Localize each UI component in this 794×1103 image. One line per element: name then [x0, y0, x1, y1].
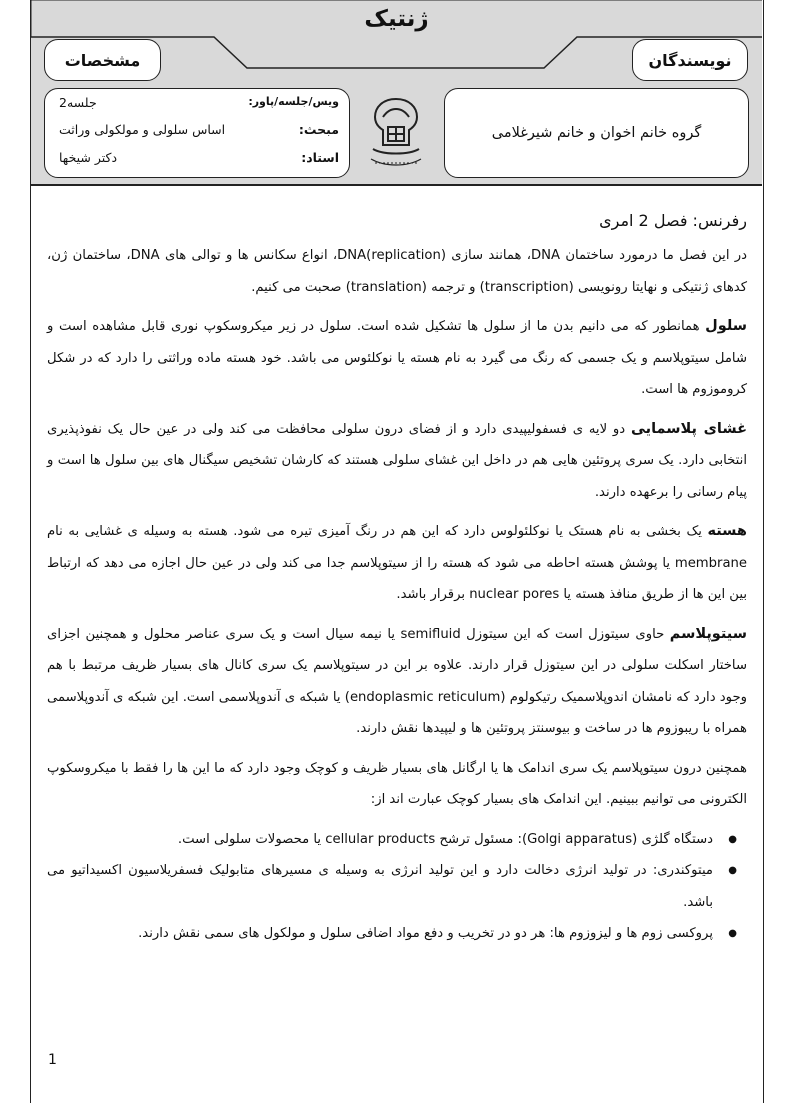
- meta-topic-key: مبحث:: [298, 122, 339, 137]
- document-body: [47, 206, 747, 950]
- meta-session-key: ویس/جلسه/پاور:: [248, 95, 339, 108]
- university-logo-icon: [363, 93, 429, 175]
- nucleus-term: هسته: [707, 523, 747, 539]
- meta-box: [44, 88, 350, 178]
- membrane-text: دو لایه ی فسفولیپیدی دارد و از فضای درون سلولی محافظت می کند ولی در عین حال یک نفوذپذیری انتخابی دارد. یک سری پروتئین هایی هم در داخل این غشای سلولی هستند که کارشان تشخیص سیگنال های بین سلول ها است و پیام رسانی را برعهده دارند.: [47, 421, 747, 500]
- cytoplasm-term: سیتوپلاسم: [669, 625, 747, 642]
- list-item: ● میتوکندری: در تولید انرژی دخالت دارد و این تولید انرژی به وسیله ی مسیرهای متابولیک فسفریلاسیون اکسیداتیو می باشد.: [47, 855, 713, 918]
- list-item: ● پروکسی زوم ها و لیزوزوم ها: هر دو در تخریب و دفع مواد اضافی سلول و مولکول های سمی نقش دارند.: [47, 918, 713, 950]
- membrane-paragraph: [47, 414, 747, 509]
- meta-session-value: جلسه2: [59, 95, 97, 110]
- intro-paragraph: در این فصل ما درمورد ساختمان DNA، همانند سازی DNA(replication)، انواع سکانس ها و توالی های DNA، ساختمان ژن، کدهای ژنتیکی و نهایتا رونویسی (transcription) و ترجمه (translation) صحبت می کنیم.: [47, 248, 747, 295]
- authors-value: گروه خانم اخوان و خانم شیرغلامی: [491, 125, 702, 141]
- list-item: ● دستگاه گلژی (Golgi apparatus): مسئول ترشح cellular products یا محصولات سلولی است.: [47, 824, 713, 856]
- authors-label: نویسندگان: [632, 39, 748, 81]
- cell-term: سلول: [705, 318, 747, 334]
- page: [30, 0, 764, 1103]
- meta-teacher-key: استاد:: [301, 150, 339, 165]
- nucleus-paragraph: [47, 516, 747, 611]
- cell-text: همانطور که می دانیم بدن ما از سلول ها تشکیل شده است. سلول در زیر میکروسکوپ نوری قابل مشاهده است و شامل سیتوپلاسم و یک جسمی که رنگ می گیرد به نام هسته یا نوکلئوس می باشد. خود هسته ماده وراثتی را دارد که در شکل کروموزوم ها است.: [47, 319, 747, 397]
- document-title: ژنتیک: [364, 6, 429, 32]
- membrane-term: غشای پلاسمایی: [630, 420, 747, 437]
- reference-line: رفرنس: فصل 2 امری: [599, 211, 747, 230]
- cell-paragraph: [47, 311, 747, 406]
- nucleus-text: یک بخشی به نام هستک یا نوکلئولوس دارد که این هم در رنگ آمیزی تیره می شود. هسته به وسیله ی غشایی به نام membrane یا پوشش هسته احاطه می شود که هسته را از سیتوپلاسم جدا می کند ولی در عین حال اجازه می دهد که ارتباط بین این ها از طریق منافذ هسته یا nuclear pores برقرار باشد.: [47, 524, 747, 602]
- organelles-intro: همچنین درون سیتوپلاسم یک سری اندامک ها یا ارگانل های بسیار ظریف و کوچک وجود دارد که ما این ها را فقط با میکروسکوپ الکترونی می توانیم ببینیم. این اندامک های بسیار کوچک عبارت اند از:: [47, 760, 747, 807]
- page-number: 1: [48, 1052, 57, 1068]
- specs-label: مشخصات: [44, 39, 161, 81]
- cytoplasm-text: حاوی سیتوزل است که این سیتوزل semifluid یا نیمه سیال است و یک سری عناصر محلول و همچنین اجزای ساختار اسکلت سلولی در این سیتوزل قرار دارند. علاوه بر این در سیتوپلاسم یک سری کانال های بسیار ظریف مرتبط با هم وجود دارد که نامشان اندوپلاسمیک رتیکولوم (endoplasmic reticulum) یا شبکه ی آندوپلاسمی است. این شبکه ی آندوپلاسمی همراه با ریبوزوم ها در ساخت و بیوسنتز پروتئین ها و لیپیدها نقش دارند.: [47, 626, 747, 736]
- meta-teacher-value: دکتر شیخها: [59, 150, 118, 165]
- meta-topic-value: اساس سلولی و مولکولی وراثت: [59, 122, 226, 137]
- organelle-list: [47, 824, 747, 950]
- authors-box: [444, 88, 749, 178]
- document-header: [31, 0, 762, 186]
- cytoplasm-paragraph: [47, 619, 747, 745]
